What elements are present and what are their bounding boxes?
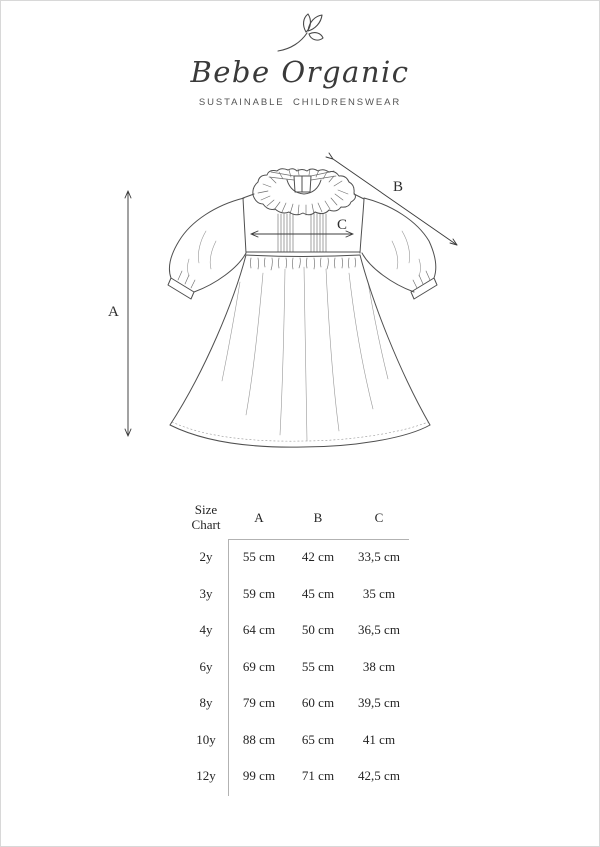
cell-b: 65 cm [301, 731, 335, 747]
size-chart-table [176, 497, 404, 795]
cell-b: 71 cm [301, 768, 335, 784]
table-title: Size Chart [191, 502, 221, 532]
cell-b: 42 cm [301, 549, 335, 565]
measure-label-b: B [393, 179, 404, 195]
cell-c: 35 cm [362, 585, 396, 601]
cell-c: 39,5 cm [358, 695, 400, 711]
cell-c: 33,5 cm [358, 549, 400, 565]
row-size-label: 3y [199, 585, 213, 601]
cell-b: 55 cm [301, 658, 335, 674]
cell-c: 41 cm [362, 731, 396, 747]
cell-a: 59 cm [242, 585, 276, 601]
cell-a: 69 cm [242, 658, 276, 674]
column-header-a: A [254, 510, 264, 525]
cell-b: 50 cm [301, 622, 335, 638]
cell-a: 64 cm [242, 622, 276, 638]
measure-label-a: A [108, 304, 119, 320]
row-size-label: 2y [199, 549, 213, 565]
brand-name: Bebe Organic [190, 55, 410, 89]
cell-b: 45 cm [301, 585, 335, 601]
cell-c: 38 cm [362, 658, 396, 674]
cell-c: 42,5 cm [358, 768, 400, 784]
row-size-label: 10y [196, 731, 216, 747]
column-header-c: C [374, 510, 384, 525]
garment-outline [168, 169, 437, 447]
row-size-label: 6y [199, 658, 213, 674]
cell-a: 79 cm [242, 695, 276, 711]
cell-b: 60 cm [301, 695, 335, 711]
measurement-arrows [125, 153, 457, 436]
row-size-label: 8y [199, 695, 213, 711]
measure-label-c: C [337, 217, 348, 233]
cell-a: 55 cm [242, 549, 276, 565]
row-size-label: 12y [196, 768, 216, 784]
column-header-b: B [313, 510, 323, 525]
cell-c: 36,5 cm [358, 622, 400, 638]
cell-a: 88 cm [242, 731, 276, 747]
row-size-label: 4y [199, 622, 213, 638]
brand-tagline: SUSTAINABLE CHILDRENSWEAR [198, 96, 402, 108]
cell-a: 99 cm [242, 768, 276, 784]
